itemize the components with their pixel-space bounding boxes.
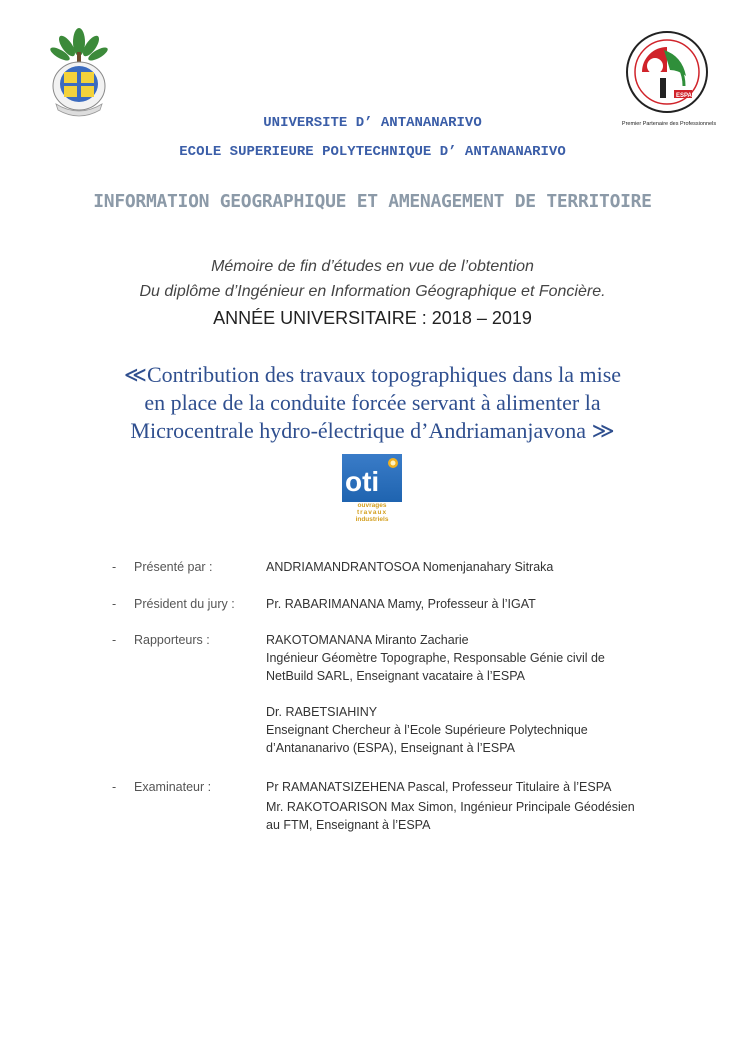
memoire-line-1: Mémoire de fin d’études en vue de l’obtention <box>211 258 534 275</box>
rapporteur-1 <box>266 631 666 757</box>
school-name: ECOLE SUPERIEURE POLYTECHNIQUE D’ ANTANANARIVO <box>179 144 566 160</box>
oti-logo-text: oti <box>345 466 380 497</box>
president-value: Pr. RABARIMANANA Mamy, Professeur à l’IGAT <box>266 597 536 611</box>
bullet-dash: - <box>112 780 117 794</box>
memoire-line-2: Du diplôme d’Ingénieur en Information Géographique et Foncière. <box>139 283 606 300</box>
university-logo <box>34 20 124 120</box>
thesis-title-line-1: ≪Contribution des travaux topographiques dans la mise <box>123 362 622 387</box>
sun-icon <box>386 456 400 470</box>
oti-logo <box>342 454 404 524</box>
examinateur-1: Pr RAMANATSIZEHENA Pascal, Professeur Titulaire à l’ESPA <box>266 780 612 794</box>
rapporteur-2-line-3: d’Antananarivo (ESPA), Enseignant à l’ESPA <box>266 741 515 755</box>
university-name: UNIVERSITE D’ ANTANANARIVO <box>263 115 482 131</box>
oti-sub-2: travaux <box>356 509 388 516</box>
rapporteur-2-line-2: Enseignant Chercheur à l’Ecole Supérieure Polytechnique <box>266 723 588 737</box>
thesis-title-line-2: en place de la conduite forcée servant à alimenter la <box>144 390 601 415</box>
department-name: INFORMATION GEOGRAPHIQUE ET AMENAGEMENT DE TERRITOIRE <box>93 191 652 212</box>
rapporteur-1-name: RAKOTOMANANA Miranto Zacharie <box>266 633 469 647</box>
espa-gear-icon <box>612 26 722 118</box>
rapporteur-1-line-2: Ingénieur Géomètre Topographe, Responsable Génie civil de <box>266 651 605 665</box>
espa-badge: ESPA <box>676 93 692 99</box>
bullet-dash: - <box>112 597 117 611</box>
academic-year: ANNÉE UNIVERSITAIRE : 2018 – 2019 <box>213 308 532 328</box>
presented-by-value: ANDRIAMANDRANTOSOA Nomenjanahary Sitraka <box>266 560 554 574</box>
oti-sub-1: ouvrages <box>357 502 387 509</box>
examinateur-2-line-2: au FTM, Enseignant à l’ESPA <box>266 818 431 832</box>
bullet-dash: - <box>112 560 117 574</box>
rapporteurs-label: Rapporteurs : <box>134 633 210 647</box>
thesis-title-line-3: Microcentrale hydro-électrique d’Andriamanjavona ≫ <box>130 418 615 443</box>
examinateur-label: Examinateur : <box>134 780 212 794</box>
espa-caption: Premier Partenaire des Professionnels <box>621 121 717 127</box>
rapporteur-1-line-3: NetBuild SARL, Enseignant vacataire à l’ESPA <box>266 669 525 683</box>
oti-logo-box <box>342 454 402 502</box>
examinateurs <box>266 778 666 834</box>
president-label: Président du jury : <box>134 597 235 611</box>
university-seal-icon <box>34 20 124 120</box>
bullet-dash: - <box>112 633 117 647</box>
oti-sub-3: industriels <box>355 516 389 523</box>
rapporteur-2-name: Dr. RABETSIAHINY <box>266 705 378 719</box>
examinateur-2-line-1: Mr. RAKOTOARISON Max Simon, Ingénieur Principale Géodésien <box>266 800 635 814</box>
presented-by-label: Présenté par : <box>134 560 213 574</box>
